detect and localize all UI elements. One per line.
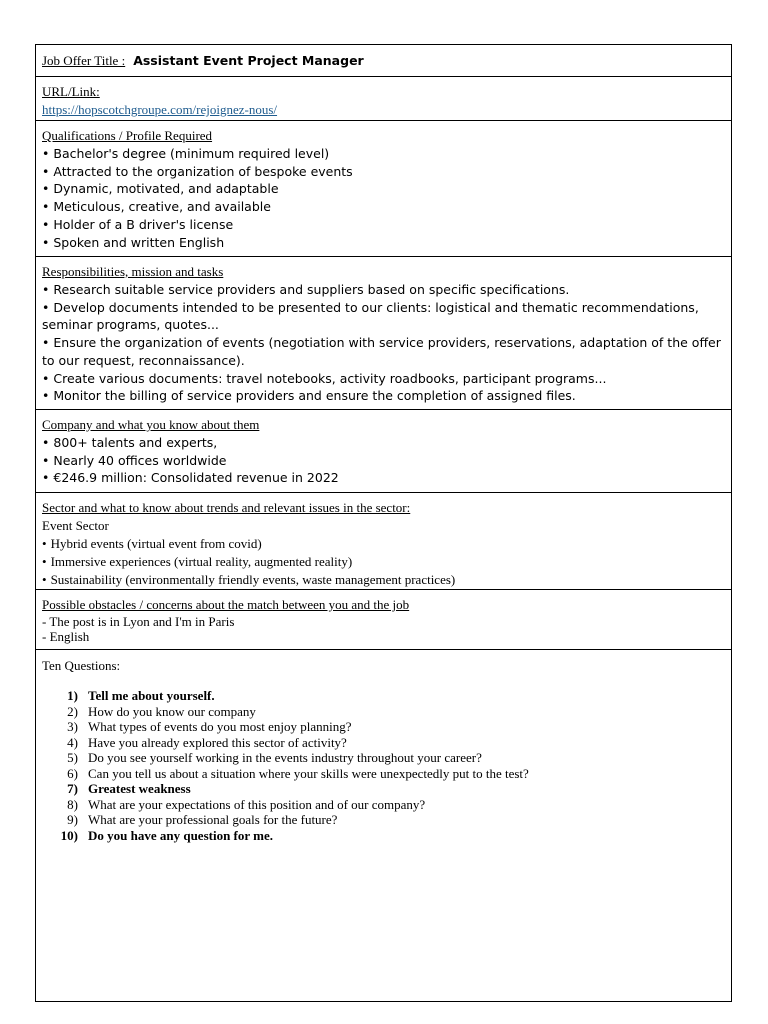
- question-item: 5) Do you see yourself working in the events industry throughout your career?: [67, 750, 482, 765]
- questions-list: [42, 688, 725, 843]
- job-offer-table: [35, 44, 732, 1002]
- list-item: • Create various documents: travel notebooks, activity roadbooks, participant programs...: [42, 370, 607, 386]
- obstacles-row: [36, 590, 731, 650]
- questions-heading: Ten Questions:: [42, 658, 121, 673]
- question-item: 2) How do you know our company: [67, 703, 256, 719]
- job-title-row: [36, 45, 731, 77]
- sector-row: [36, 493, 731, 590]
- company-list: [42, 434, 725, 487]
- sector-subheading: Event Sector: [42, 518, 109, 533]
- job-title-value: Assistant Event Project Manager: [133, 53, 364, 68]
- list-item: • Monitor the billing of service providers and ensure the completion of assigned files.: [42, 388, 576, 404]
- list-item: • Attracted to the organization of bespoke events: [42, 163, 353, 179]
- question-item: 6) Can you tell us about a situation where your skills were unexpectedly put to the test?: [67, 765, 529, 781]
- obstacles-heading: Possible obstacles / concerns about the match between you and the job: [42, 597, 410, 612]
- list-item: • Holder of a B driver's license: [42, 216, 234, 232]
- sector-list: [42, 535, 725, 588]
- responsibilities-list: [42, 281, 725, 405]
- list-item: • Hybrid events (virtual event from covid): [42, 536, 262, 551]
- list-item: • Research suitable service providers and suppliers based on specific specifications.: [42, 282, 570, 297]
- obstacle-item: - The post is in Lyon and I'm in Paris: [42, 614, 235, 629]
- list-item: • 800+ talents and experts,: [42, 435, 218, 450]
- list-item: • €246.9 million: Consolidated revenue in 2022: [42, 470, 339, 486]
- list-item: • Bachelor's degree (minimum required level): [42, 146, 330, 161]
- list-item: • Ensure the organization of events (negotiation with service providers, reservations, adaptation of the offer to our request, reconnaissance).: [42, 335, 721, 368]
- question-item: 7) Greatest weakness: [67, 781, 191, 796]
- question-item: 4) Have you already explored this sector of activity?: [67, 734, 347, 750]
- question-item: 1) Tell me about yourself.: [67, 688, 215, 703]
- question-item: 10) Do you have any question for me.: [60, 827, 274, 843]
- list-item: • Sustainability (environmentally friendly events, waste management practices): [42, 571, 456, 587]
- url-row: [36, 77, 731, 121]
- question-item: 9) What are your professional goals for the future?: [67, 812, 338, 827]
- list-item: • Develop documents intended to be presented to our clients: logistical and thematic recommendations, seminar programs, quotes...: [42, 299, 699, 333]
- url-link[interactable]: https://hopscotchgroupe.com/rejoignez-nous/: [42, 102, 278, 117]
- qualifications-list: [42, 145, 725, 251]
- questions-row: [36, 650, 731, 1000]
- list-item: • Nearly 40 offices worldwide: [42, 452, 227, 468]
- question-item: 8) What are your expectations of this position and of our company?: [67, 796, 426, 812]
- company-heading: Company and what you know about them: [42, 417, 260, 432]
- qualifications-heading: Qualifications / Profile Required: [42, 128, 213, 143]
- job-title-label: Job Offer Title :: [42, 52, 126, 68]
- list-item: • Meticulous, creative, and available: [42, 199, 271, 215]
- question-item: 3) What types of events do you most enjoy planning?: [67, 719, 352, 734]
- obstacle-item: - English: [42, 629, 90, 644]
- sector-heading: Sector and what to know about trends and relevant issues in the sector:: [42, 500, 411, 515]
- responsibilities-row: [36, 257, 731, 410]
- list-item: • Dynamic, motivated, and adaptable: [42, 181, 279, 197]
- responsibilities-heading: Responsibilities, mission and tasks: [42, 264, 224, 279]
- list-item: • Spoken and written English: [42, 234, 225, 250]
- company-row: [36, 410, 731, 493]
- qualifications-row: [36, 121, 731, 257]
- list-item: • Immersive experiences (virtual reality, augmented reality): [42, 553, 353, 569]
- url-label: URL/Link:: [42, 84, 100, 99]
